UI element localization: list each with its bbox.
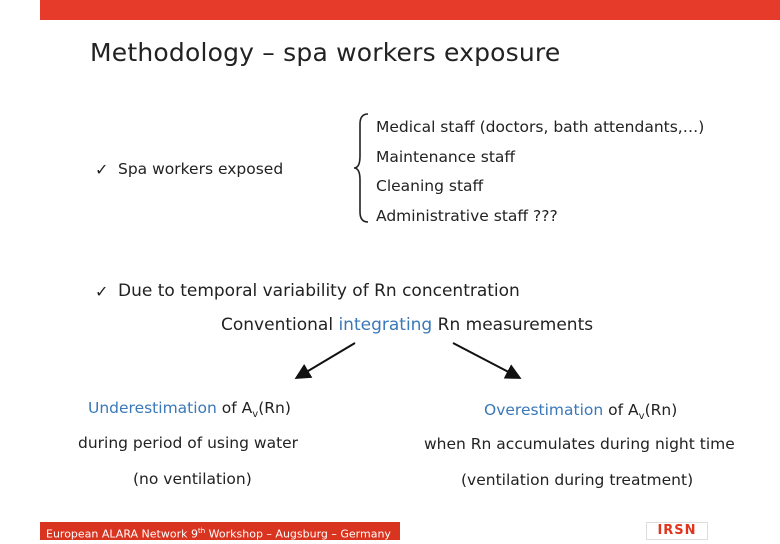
conventional-measurements xyxy=(221,315,593,335)
right-line-1: when Rn accumulates during night time xyxy=(424,435,735,453)
check-icon: ✓ xyxy=(95,282,109,301)
conventional-suffix: Rn measurements xyxy=(432,315,594,335)
footer-bar xyxy=(40,522,400,540)
slide-title: Methodology – spa workers exposure xyxy=(90,38,561,67)
underestimation-of: of A xyxy=(216,399,253,417)
conventional-highlight: integrating xyxy=(338,315,433,335)
left-line-2: (no ventilation) xyxy=(133,470,252,488)
bullet-temporal-variability: Due to temporal variability of Rn concentration xyxy=(118,281,520,301)
overestimation-heading xyxy=(484,401,677,422)
overestimation-sub: v xyxy=(638,411,645,423)
diverging-arrows-icon xyxy=(290,340,530,382)
underestimation-heading xyxy=(88,399,291,420)
bullet-spa-workers: Spa workers exposed xyxy=(118,160,284,178)
top-accent-bar xyxy=(40,0,780,20)
staff-item-cleaning: Cleaning staff xyxy=(376,177,484,195)
overestimation-of: of A xyxy=(603,401,639,419)
staff-item-administrative: Administrative staff ??? xyxy=(376,207,558,225)
left-line-1: during period of using water xyxy=(78,434,299,452)
footer-text-after: Workshop – Augsburg – Germany xyxy=(205,527,391,541)
curly-brace-icon xyxy=(352,112,372,224)
staff-item-medical: Medical staff (doctors, bath attendants,…) xyxy=(376,118,705,136)
overestimation-label: Overestimation xyxy=(484,401,604,419)
overestimation-rn: (Rn) xyxy=(644,401,678,419)
check-icon: ✓ xyxy=(95,160,109,179)
staff-item-maintenance: Maintenance staff xyxy=(376,148,516,166)
underestimation-sub: v xyxy=(252,409,259,421)
footer-text-before: European ALARA Network 9 xyxy=(46,527,198,541)
footer-sup: th xyxy=(197,527,206,535)
right-line-2: (ventilation during treatment) xyxy=(461,471,694,489)
conventional-prefix: Conventional xyxy=(221,315,339,335)
underestimation-label: Underestimation xyxy=(88,399,217,417)
underestimation-rn: (Rn) xyxy=(258,399,291,417)
irsn-logo: IRSN xyxy=(646,522,708,540)
